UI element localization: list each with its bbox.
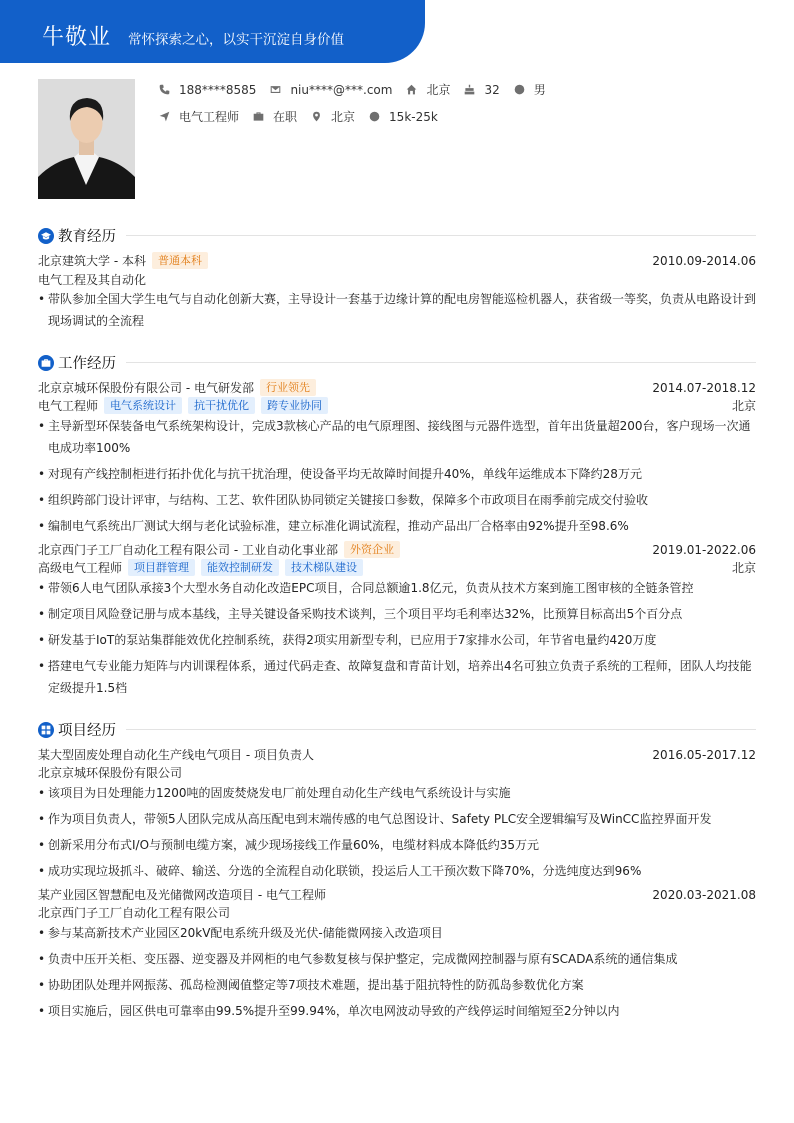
job-2-period: 2019.01-2022.06 xyxy=(652,542,756,557)
email-value: niu****@***.com xyxy=(290,82,393,97)
grid-icon xyxy=(38,722,54,738)
job-2-company: 北京西门子工厂自动化工程有限公司 - 工业自动化事业部 xyxy=(38,543,338,557)
project-2-header xyxy=(38,886,756,903)
project-1-period: 2016.05-2017.12 xyxy=(652,747,756,762)
header-banner xyxy=(0,0,425,63)
location-pin-icon xyxy=(311,111,322,122)
target-city-value: 北京 xyxy=(331,110,356,124)
project-2-bullet: • 负责中压开关柜、变压器、逆变器及并网柜的电气参数复核与保护整定，完成微网控制器与原有SCADA系统的通信集成 xyxy=(38,948,756,970)
section-divider xyxy=(126,235,756,236)
work-section-header xyxy=(38,352,756,373)
education-section-title: 教育经历 xyxy=(58,229,116,245)
project-2-name: 某产业园区智慧配电及光储微网改造项目 - 电气工程师 xyxy=(38,888,326,902)
project-1-bullet: • 该项目为日处理能力1200吨的固废焚烧发电厂前处理自动化生产线电气系统设计与实施 xyxy=(38,782,756,804)
job-2-bullet: • 研发基于IoT的泵站集群能效优化控制系统，获得2项实用新型专利，已应用于7家排水公司，年节省电量约420万度 xyxy=(38,629,756,651)
project-1-bullet: • 作为项目负责人，带领5人团队完成从高压配电到末端传感的电气总图设计、Safety PLC安全逻辑编写及WinCC监控界面开发 xyxy=(38,808,756,830)
briefcase-icon xyxy=(38,355,54,371)
salary-value: 15k-25k xyxy=(389,109,438,124)
project-2-bullet: • 协助团队处理并网振荡、孤岛检测阈值整定等7项技术难题，提出基于阻抗特性的防孤岛参数优化方案 xyxy=(38,974,756,996)
phone-icon xyxy=(159,84,170,95)
location-value: 北京 xyxy=(426,83,451,97)
job-2-bullet: • 搭建电气专业能力矩阵与内训课程体系，通过代码走查、故障复盘和青苗计划，培养出4名可独立负责子系统的工程师，团队人均技能定级提升1.5档 xyxy=(38,655,756,699)
gender-icon xyxy=(514,84,525,95)
project-1-org-line xyxy=(38,764,756,781)
job-1-skill-tag: 跨专业协同 xyxy=(261,397,328,414)
education-period: 2010.09-2014.06 xyxy=(652,253,756,268)
job-1-skill-tag: 抗干扰优化 xyxy=(188,397,255,414)
project-1-org: 北京京城环保股份有限公司 xyxy=(38,766,183,780)
education-major-line xyxy=(38,271,756,288)
contact-age xyxy=(464,83,499,97)
project-1-bullet: • 创新采用分布式I/O与预制电缆方案，减少现场接线工作量60%，电缆材料成本降低约35万元 xyxy=(38,834,756,856)
contact-target-city xyxy=(311,108,355,125)
job-2-bullet: • 制定项目风险登记册与成本基线，主导关键设备采购技术谈判，三个项目平均毛利率达32%，比预算目标高出5个百分点 xyxy=(38,603,756,625)
contact-email xyxy=(270,83,392,97)
money-icon xyxy=(369,111,380,122)
job-1-bullet: • 组织跨部门设计评审，与结构、工艺、软件团队协同锁定关键接口参数，保障多个市政项目在雨季前完成交付验收 xyxy=(38,489,756,511)
work-section-title: 工作经历 xyxy=(58,356,116,372)
job-2-skill-tag: 项目群管理 xyxy=(128,559,195,576)
job-1-period: 2014.07-2018.12 xyxy=(652,380,756,395)
job-2-role-line xyxy=(38,559,756,576)
phone-value: 188****8585 xyxy=(179,82,257,97)
birthday-cake-icon xyxy=(464,84,475,95)
contact-gender xyxy=(514,81,546,98)
education-tag: 普通本科 xyxy=(152,252,208,269)
contact-row-1 xyxy=(159,81,560,98)
job-1-company: 北京京城环保股份有限公司 - 电气研发部 xyxy=(38,381,254,395)
position-value: 电气工程师 xyxy=(179,110,240,124)
job-1-bullet: • 对现有产线控制柜进行拓扑优化与抗干扰治理，使设备平均无故障时间提升40%，单线年运维成本下降约28万元 xyxy=(38,463,756,485)
project-2-org: 北京西门子工厂自动化工程有限公司 xyxy=(38,906,231,920)
job-2-bullet: • 带领6人电气团队承接3个大型水务自动化改造EPC项目，合同总额逾1.8亿元，负责从技术方案到施工图审核的全链条管控 xyxy=(38,577,756,599)
education-bullet: • 带队参加全国大学生电气与自动化创新大赛，主导设计一套基于边缘计算的配电房智能巡检机器人，获省级一等奖，负责从电路设计到现场调试的全流程 xyxy=(38,288,756,332)
job-1-city: 北京 xyxy=(731,399,756,413)
job-2-tag: 外资企业 xyxy=(344,541,400,558)
section-divider xyxy=(126,362,756,363)
briefcase-icon xyxy=(253,111,264,122)
gender-value: 男 xyxy=(533,83,546,97)
project-2-org-line xyxy=(38,904,756,921)
contact-position xyxy=(159,108,239,125)
contact-status xyxy=(253,108,297,125)
project-1-header xyxy=(38,746,756,763)
job-1-skill-tag: 电气系统设计 xyxy=(104,397,182,414)
section-divider xyxy=(126,729,756,730)
job-2-city: 北京 xyxy=(731,561,756,575)
education-major: 电气工程及其自动化 xyxy=(38,273,147,287)
project-1-name: 某大型固废处理自动化生产线电气项目 - 项目负责人 xyxy=(38,748,314,762)
education-header-line xyxy=(38,252,756,269)
contact-phone xyxy=(159,83,256,97)
send-icon xyxy=(159,111,170,122)
contact-salary xyxy=(369,110,438,124)
job-2-skill-tag: 能效控制研发 xyxy=(201,559,279,576)
education-school: 北京建筑大学 - 本科 xyxy=(38,254,146,268)
projects-section-header xyxy=(38,719,756,740)
contact-location xyxy=(406,81,450,98)
candidate-motto: 常怀探索之心，以实干沉淀自身价值 xyxy=(128,32,344,48)
project-2-period: 2020.03-2021.08 xyxy=(652,887,756,902)
contact-row-2 xyxy=(159,108,452,125)
job-2-role: 高级电气工程师 xyxy=(38,561,123,575)
status-value: 在职 xyxy=(273,110,298,124)
age-value: 32 xyxy=(484,82,500,97)
mail-icon xyxy=(270,84,281,95)
job-1-bullet: • 主导新型环保装备电气系统架构设计，完成3款核心产品的电气原理图、接线图与元器件选型，首年出货量超200台，客户现场一次通电成功率100% xyxy=(38,415,756,459)
graduation-cap-icon xyxy=(38,228,54,244)
project-1-bullet: • 成功实现垃圾抓斗、破碎、输送、分选的全流程自动化联锁，投运后人工干预次数下降70%，分选纯度达到96% xyxy=(38,860,756,882)
job-1-role-line xyxy=(38,397,756,414)
job-1-tag: 行业领先 xyxy=(260,379,316,396)
projects-section-title: 项目经历 xyxy=(58,723,116,739)
candidate-name: 牛敬业 xyxy=(42,25,112,50)
project-2-bullet: • 项目实施后，园区供电可靠率由99.5%提升至99.94%，单次电网波动导致的产线停运时间缩短至2分钟以内 xyxy=(38,1000,756,1022)
job-2-skill-tag: 技术梯队建设 xyxy=(285,559,363,576)
home-icon xyxy=(406,84,417,95)
job-1-header xyxy=(38,379,756,396)
job-2-header xyxy=(38,541,756,558)
job-1-role: 电气工程师 xyxy=(38,399,99,413)
project-2-bullet: • 参与某高新技术产业园区20kV配电系统升级及光伏-储能微网接入改造项目 xyxy=(38,922,756,944)
job-1-bullet: • 编制电气系统出厂测试大纲与老化试验标准，建立标准化调试流程，推动产品出厂合格率由92%提升至98.6% xyxy=(38,515,756,537)
profile-photo xyxy=(38,79,135,199)
education-section-header xyxy=(38,225,756,246)
